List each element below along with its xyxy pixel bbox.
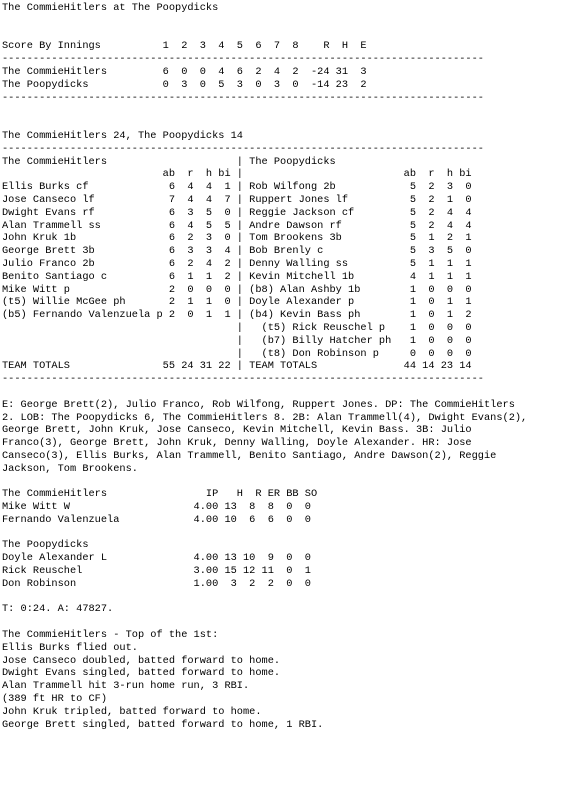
play-by-play-line: George Brett singled, batted forward to home, 1 RBI.	[2, 718, 324, 731]
pitching-header-away: The CommieHitlers IP H R ER BB SO	[2, 488, 318, 501]
play-by-play-line: Alan Trammell hit 3-run home run, 3 RBI.	[2, 680, 250, 693]
linescore-row-away: The CommieHitlers 6 0 0 4 6 2 4 2 -24 31 3	[2, 65, 367, 78]
play-by-play-line: Jose Canseco doubled, batted forward to home.	[2, 654, 281, 667]
pitching-row: Mike Witt W 4.00 13 8 8 0 0	[2, 501, 311, 514]
pitching-header-home: The Poopydicks	[2, 539, 89, 552]
divider-line: ------------------------------------------------------------------------------	[2, 53, 484, 66]
divider-line: ------------------------------------------------------------------------------	[2, 142, 484, 155]
batting-row: | (t8) Don Robinson p 0 0 0 0	[2, 347, 472, 360]
team-totals-row: TEAM TOTALS 55 24 31 22 | TEAM TOTALS 44 14 23 14	[2, 360, 472, 373]
final-score-line: The CommieHitlers 24, The Poopydicks 14	[2, 129, 243, 142]
blank-line	[2, 475, 575, 488]
batting-row: Jose Canseco lf 7 4 4 7 | Ruppert Jones lf 5 2 1 0	[2, 193, 472, 206]
pitching-row: Fernando Valenzuela 4.00 10 6 6 0 0	[2, 513, 311, 526]
pitching-row: Doyle Alexander L 4.00 13 10 9 0 0	[2, 552, 311, 565]
divider-line: ------------------------------------------------------------------------------	[2, 91, 484, 104]
divider-line: ------------------------------------------------------------------------------	[2, 373, 484, 386]
blank-line	[2, 117, 575, 130]
blank-line	[2, 591, 575, 604]
linescore-row-home: The Poopydicks 0 3 0 5 3 0 3 0 -14 23 2	[2, 78, 367, 91]
batting-column-header: ab r h bi | ab r h bi	[2, 168, 472, 181]
notes-line: Jackson, Tom Brookens.	[2, 462, 138, 475]
blank-line	[2, 386, 575, 399]
blank-line	[2, 616, 575, 629]
batting-row: (t5) Willie McGee ph 2 1 1 0 | Doyle Alexander p 1 0 1 1	[2, 296, 472, 309]
batting-row: Benito Santiago c 6 1 1 2 | Kevin Mitchell 1b 4 1 1 1	[2, 270, 472, 283]
blank-line	[2, 28, 575, 41]
linescore-header: Score By Innings 1 2 3 4 5 6 7 8 R H E	[2, 40, 367, 53]
notes-line: Canseco(3), Ellis Burks, Alan Trammell, Benito Santiago, Andre Dawson(2), Reggie	[2, 449, 497, 462]
batting-row: Dwight Evans rf 6 3 5 0 | Reggie Jackson cf 5 2 4 4	[2, 206, 472, 219]
batting-row: Ellis Burks cf 6 4 4 1 | Rob Wilfong 2b 5 2 3 0	[2, 181, 472, 194]
pitching-row: Don Robinson 1.00 3 2 2 0 0	[2, 577, 311, 590]
blank-line	[2, 15, 575, 28]
pitching-row: Rick Reuschel 3.00 15 12 11 0 1	[2, 565, 311, 578]
batting-row: John Kruk 1b 6 2 3 0 | Tom Brookens 3b 5 1 2 1	[2, 232, 472, 245]
play-by-play-line: (389 ft HR to CF)	[2, 693, 108, 706]
play-by-play-line: John Kruk tripled, batted forward to home.	[2, 705, 262, 718]
play-by-play-line: Ellis Burks flied out.	[2, 641, 138, 654]
report-title: The CommieHitlers at The Poopydicks	[2, 2, 219, 14]
batting-row: | (t5) Rick Reuschel p 1 0 0 0	[2, 321, 472, 334]
notes-line: George Brett, John Kruk, Jose Canseco, Kevin Mitchell, Kevin Bass. 3B: Julio	[2, 424, 472, 437]
notes-line: 2. LOB: The Poopydicks 6, The CommieHitlers 8. 2B: Alan Trammell(4), Dwight Evans(2),	[2, 411, 528, 424]
game-info-line: T: 0:24. A: 47827.	[2, 603, 114, 616]
play-by-play-line: Dwight Evans singled, batted forward to home.	[2, 667, 281, 680]
blank-line	[2, 104, 575, 117]
batting-row: (b5) Fernando Valenzuela p 2 0 1 1 | (b4) Kevin Bass ph 1 0 1 2	[2, 309, 472, 322]
notes-line: Franco(3), George Brett, John Kruk, Denny Walling, Doyle Alexander. HR: Jose	[2, 437, 472, 450]
batting-row: Mike Witt p 2 0 0 0 | (b8) Alan Ashby 1b 1 0 0 0	[2, 283, 472, 296]
notes-line: E: George Brett(2), Julio Franco, Rob Wilfong, Ruppert Jones. DP: The CommieHitlers	[2, 398, 515, 411]
batting-row: Julio Franco 2b 6 2 4 2 | Denny Walling ss 5 1 1 1	[2, 257, 472, 270]
batting-row: | (b7) Billy Hatcher ph 1 0 0 0	[2, 334, 472, 347]
blank-line	[2, 527, 575, 540]
play-by-play-header: The CommieHitlers - Top of the 1st:	[2, 629, 219, 642]
batting-row: Alan Trammell ss 6 4 5 5 | Andre Dawson rf 5 2 4 4	[2, 219, 472, 232]
batting-team-header: The CommieHitlers | The Poopydicks	[2, 155, 336, 168]
batting-row: George Brett 3b 6 3 3 4 | Bob Brenly c 5 3 5 0	[2, 245, 472, 258]
